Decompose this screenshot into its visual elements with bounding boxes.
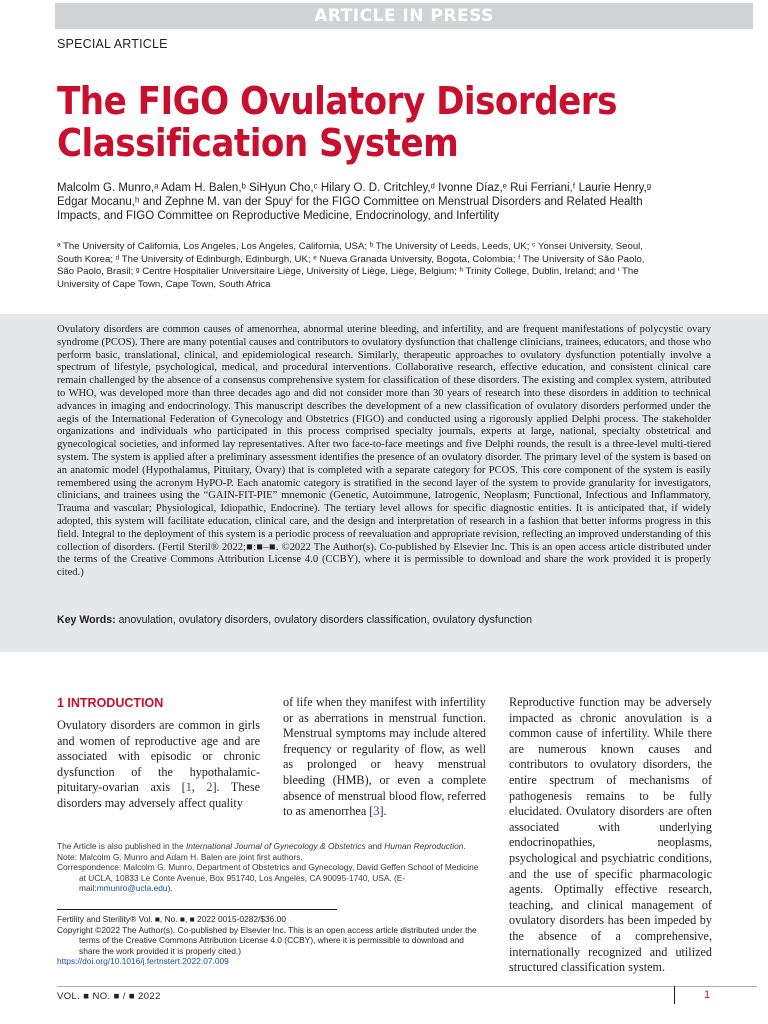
ref-separator: , <box>191 780 207 795</box>
author-list: Malcolm G. Munro,ᵃ Adam H. Balen,ᵇ SiHyun Cho,ᶜ Hilary O. D. Critchley,ᵈ Ivonne Díaz,ᵉ Rui Ferriani,ᶠ Laurie Henry,ᵍ Edgar Mocanu,ʰ and Zephne M. van der Spuyⁱ for the FIGO Committee on Menstrual Disorders and Related Health Impacts, and FIGO Committee on Reproductive Medicine, Endocrinology, and Infertility <box>57 182 652 222</box>
footnote-also-published <box>57 841 487 852</box>
keywords <box>57 614 711 626</box>
footer-divider <box>57 986 757 987</box>
footnotes <box>57 841 487 894</box>
article-in-press-banner: ARTICLE IN PRESS <box>55 3 753 29</box>
abstract-panel <box>0 314 768 652</box>
col2-tail: ]. <box>379 804 387 819</box>
footnote-joint-authors: Note: Malcolm G. Munro and Adam H. Balen are joint first authors. <box>57 851 303 862</box>
journal-citation: Fertility and Sterility® Vol. ■, No. ■, ■ 2022 0015-0282/$36.00 <box>57 914 286 924</box>
footnote-correspondence <box>57 862 487 894</box>
doi-link[interactable]: https://doi.org/10.1016/j.fertnstert.2022.07.009 <box>57 956 229 967</box>
reference-link-2[interactable]: 2 <box>206 780 213 795</box>
body-column-3: Reproductive function may be adversely impacted as chronic anovulation is a common cause of infertility. While there are numerous known causes and contributors to ovulatory disorders, the entire spectrum of mechanisms of pathogenesis remains to be fully elucidated. Ovulatory disorders are often associated with underlying endocrinopathies, neoplasms, psychological and psychiatric conditions, and the use of specific pharmacologic agents. Optimally effective research, teaching, and clinical management of ovulatory disorders has been impeded by the absence of a comprehensive, internationally recognized and utilized structured classification system. <box>509 695 712 975</box>
col1-text: Ovulatory disorders are common in girls and women of reproductive age and are associated with episodic or chronic dysfunction of the hypothalamic-pituitary-ovarian axis [ <box>57 718 260 795</box>
fn1-a: The Article is also published in the <box>57 841 186 851</box>
footer-vertical-divider <box>674 986 675 1004</box>
footnote-divider <box>57 909 337 910</box>
section-label: SPECIAL ARTICLE <box>57 37 168 51</box>
abstract-text: Ovulatory disorders are common causes of amenorrhea, abnormal uterine bleeding, and infertility, and are frequent manifestations of polycystic ovary syndrome (PCOS). There are many potential causes and contributors to ovulatory dysfunction that challenge clinicians, trainees, educators, and those who perform basic, translational, clinical, and epidemiological research. Similarly, therapeutic approaches to ovulatory dysfunction potentially involve a spectrum of lifestyle, psychological, medical, and procedural interventions. Collaborative research, effective education, and consistent clinical care remain challenged by the absence of a consensus comprehensive system for classification of these disorders. The existing and complex system, attributed to WHO, was developed more than three decades ago and did not consider more than 30 years of research into these disorders in addition to technical advances in imaging and endocrinology. This manuscript describes the development of a new classification of ovulatory disorders performed under the aegis of the International Federation of Gynecology and Obstetrics (FIGO) and conducted using a rigorously applied Delphi process. The stakeholder organizations and individuals who participated in this process comprised specialty journals, experts at large, national, specialty obstetrical and gynecological societies, and informed lay representatives. After two face-to-face meetings and five Delphi rounds, the result is a three-level multi-tiered system. The system is applied after a preliminary assessment identifies the presence of an ovulatory disorder. The primary level of the system is based on an anatomic model (Hypothalamus, Pituitary, Ovary) that is completed with a separate category for PCOS. This core component of the system is easily remembered using the acronym HyPO-P. Each anatomic category is stratified in the second layer of the system to provide granularity for investigators, clinicians, and trainees using the “GAIN-FIT-PIE” mnemonic (Genetic, Autoimmune, Iatrogenic, Neoplasm; Functional, Infectious and Inflammatory, Trauma and vascular; Physiological, Idiopathic, Endocrine). The tertiary level allows for specific diagnostic entities. It is anticipated that, if widely adopted, this system will facilitate education, clinical care, and the design and interpretation of research in a fashion that better informs progress in this field. Integral to the deployment of this system is a periodic process of reevaluation and appropriate revision, reflecting an improved understanding of this collection of disorders. (Fertil Steril® 2022;■:■–■. ©2022 The Author(s). Co-published by Elsevier Inc. This is an open access article distributed under the terms of the Creative Commons Attribution License 4.0 (CCBY), where it is permissible to download and share the work provided it is properly cited.) <box>57 324 711 579</box>
fn1-journal2: Human Reproduction <box>384 841 464 851</box>
correspondence-email-link[interactable]: mmunro@ucla.edu <box>96 883 168 894</box>
fn1-and: and <box>365 841 385 851</box>
article-title: The FIGO Ovulatory Disorders Classification System <box>57 79 617 165</box>
affiliations: ᵃ The University of California, Los Angeles, Los Angeles, California, USA; ᵇ The University of Leeds, Leeds, UK; ᶜ Yonsei University, Seoul, South Korea; ᵈ The University of Edinburgh, Edinburgh, UK; ᵉ Nueva Granada University, Bogota, Colombia; ᶠ The University of São Paolo, São Paolo, Brasil; ᵍ Centre Hospitalier Universitaire Liège, University of Liège, Liège, Belgium; ʰ Trinity College, Dublin, Ireland; and ⁱ The University of Cape Town, Cape Town, South Africa <box>57 241 645 290</box>
fn1-journal1: International Journal of Gynecology & Obstetrics <box>185 841 366 851</box>
col2-text: of life when they manifest with infertility or as aberrations in menstrual function. Menstrual symptoms may include altered frequency or regularity of flow, as well as prolonged or heavy menstrual bleeding (HMB), or even a complete absence of menstrual blood flow, referred to as amenorrhea [ <box>283 695 486 819</box>
reference-link-3[interactable]: 3 <box>373 804 380 819</box>
fn1-end: . <box>463 841 466 851</box>
introduction-heading: 1 INTRODUCTION <box>57 696 164 710</box>
publication-info <box>57 914 487 967</box>
body-column-2 <box>283 695 486 820</box>
keywords-label: Key Words: <box>57 614 116 626</box>
fn3-end: ). <box>167 883 173 894</box>
body-column-1 <box>57 718 260 812</box>
fn3-a: Correspondence: Malcolm G. Munro, Department of Obstetrics and Gynecology, David Geffen School of Medicine at UCLA, 10833 Le Conte Avenue, Box 951740, Los Angeles, CA 90095-1740, USA. (E-mail: <box>57 862 479 894</box>
copyright-notice: Copyright ©2022 The Author(s). Co-published by Elsevier Inc. This is an open access article distributed under the terms of the Creative Commons Attribution License 4.0 (CCBY), where it is permissible to download and share the work provided it is properly cited.) <box>57 924 477 956</box>
footer-volume: VOL. ■ NO. ■ / ■ 2022 <box>57 991 161 1002</box>
keywords-list: anovulation, ovulatory disorders, ovulatory disorders classification, ovulatory dysfunction <box>118 614 532 626</box>
page-number: 1 <box>704 989 711 1001</box>
reference-link-1[interactable]: 1 <box>185 780 192 795</box>
col1-tail: ]. These disorders may adversely affect quality <box>57 780 260 810</box>
